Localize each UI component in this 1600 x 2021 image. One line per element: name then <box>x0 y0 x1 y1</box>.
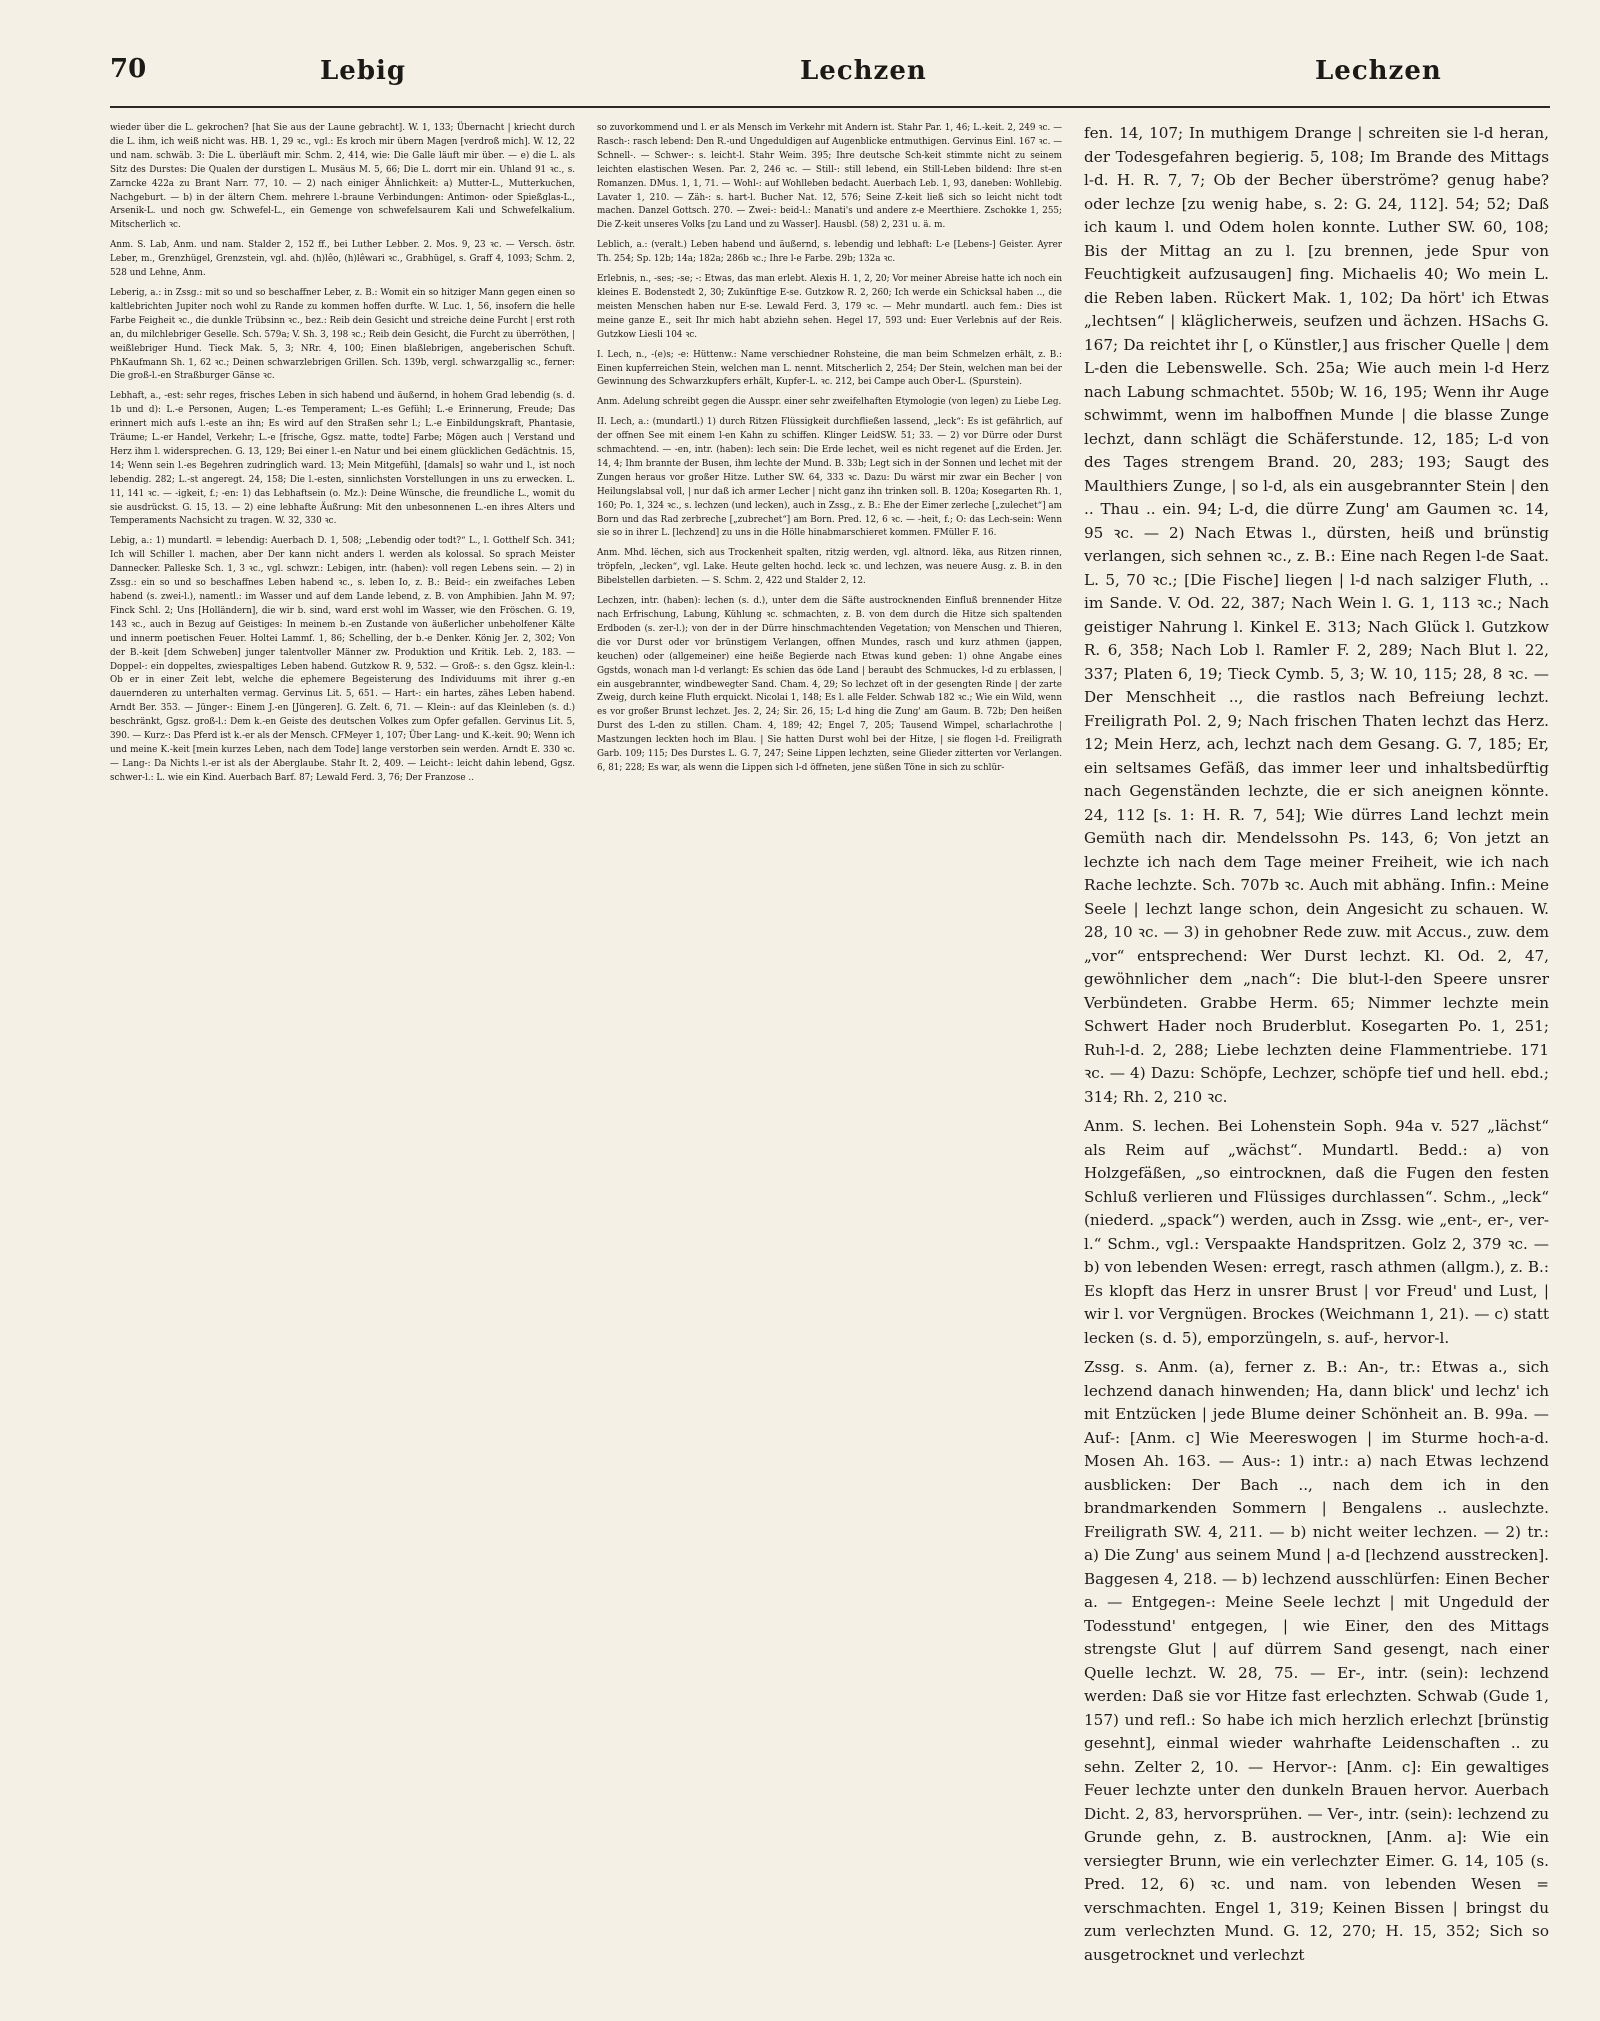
dictionary-entry: Lebhaft, a., -est: sehr reges, frisches Leben in sich habend und äußernd, in hohem Grad lebendig (s. d. 1b und d): L.-e Personen, Augen; L.-es Temperament; L.-es Gefühl; L.-e Erinnerung, Freude; Das erinnert mich aufs l.-este an ihn; Es wird auf den Straßen sehr l.; L.-e Einbildungskraft, Phantasie, Träume; L.-er Handel, Verkehr; L.-e [frische, Ggsz. matte, todte] Farbe; Mögen auch | Verstand und Herz ihm l. widersprechen. G. 13, 129; Bei einer l.-en Natur und bei einem glücklichen Gedächtnis. 15, 14; Wenn sein l.-es Begehren zudringlich ward. 13; Mein Mitgefühl, [damals] so wahr und l., ist noch lebendig. 282; L.-st angeregt. 24, 158; Die l.-esten, sinnlichsten Vorstellungen in uns zu erwecken. L. 11, 141 ꝛc. — -igkeit, f.; -en: 1) das Lebhaftsein (o. Mz.): Deine Wünsche, die freundliche L., womit du sie ausdrückst. G. 15, 13. — 2) eine lebhafte Äußrung: Mit den unbesonnenen L.-en ihres Alters und Temperaments Nachsicht zu tragen. W. 32, 330 ꝛc. <box>110 391 575 527</box>
column-middle <box>597 122 1062 1973</box>
text-columns <box>110 122 1550 1973</box>
dictionary-entry: Anm. S. Lab, Anm. und nam. Stalder 2, 152 ff., bei Luther Lebber. 2. Mos. 9, 23 ꝛc. — Versch. östr. Leber, m., Grenzhügel, Grenzstein, vgl. ahd. (h)lêo, (h)lêwari ꝛc., Grabhügel, s. Graff 4, 1093; Schm. 2, 528 und Lehne, Anm. <box>110 240 575 279</box>
dictionary-entry: II. Lech, a.: (mundartl.) 1) durch Ritzen Flüssigkeit durchfließen lassend, „leck“: Es ist gefährlich, auf der offnen See mit einem l-en Kahn zu schiffen. Klinger LeidSW. 51; 33. — 2) vor Dürre oder Durst schmachtend. — -en, intr. (haben): lech sein: Die Erde lechet, weil es nicht regenet auf die Erden. Jer. 14, 4; Ihm brannte der Busen, ihm lechte der Mund. B. 33b; Legt sich in der Sonnen und lechet mit der Zungen heraus vor großer Hitze. Luther SW. 64, 333 ꝛc. Dazu: Du wärst mir zwar ein Becher | von Heilungslabsal voll, | nur daß ich armer Lecher | nicht ganz ihn trinken soll. B. 120a; Kosegarten Rh. 1, 160; Po. 1, 324 ꝛc., s. lechzen (und lecken), auch in Zssg., z. B.: Ehe der Eimer zerleche [„zulechet“] am Born und das Rad zerbreche [„zubrechet“] am Born. Pred. 12, 6 ꝛc. — -heit, f.; O: das Lech-sein: Wenn sie so in ihrer L. [lechzend] zu uns in die Hölle hinabmarschieret kommen. FMüller F. 16. <box>597 417 1062 539</box>
dictionary-entry: Erlebnis, n., -ses; -se; -: Etwas, das man erlebt. Alexis H. 1, 2, 20; Vor meiner Abreise hatte ich noch ein kleines E. Bodenstedt 2, 30; Zukünftige E-se. Gutzkow R. 2, 260; Ich werde ein Schicksal haben .., die meisten Menschen haben nur E-se. Lewald Ferd. 3, 179 ꝛc. — Mehr mundartl. auch fem.: Dies ist meine ganze E., seit Ihr mich habt abziehn sehen. Hegel 17, 593 und: Euer Verlebnis auf der Reis. Gutzkow Liesli 104 ꝛc. <box>597 274 1062 340</box>
page-number: 70 <box>110 54 147 84</box>
running-headword-left: Lebig <box>320 56 407 86</box>
dictionary-entry: Lebig, a.: 1) mundartl. = lebendig: Auerbach D. 1, 508; „Lebendig oder todt?“ L., l. Gotthelf Sch. 341; Ich will Schiller l. machen, aber Der kann nicht anders l. werden als kolossal. So sprach Meister Dannecker. Palleske Sch. 1, 3 ꝛc., vgl. schwzr.: Lebigen, intr. (haben): voll regen Lebens sein. — 2) in Zssg.: ein so und so beschaffnes Leben habend ꝛc., s. leben Io, z. B.: Beid-: ein zweifaches Leben habend (s. zwei-l.), namentl.: im Wasser und auf dem Lande lebend, z. B. von Amphibien. Jahn M. 97; Finck Schl. 2; Uns [Holländern], die wir b. sind, ward erst wohl im Wasser, wie den Fröschen. G. 19, 143 ꝛc., auch in Bezug auf Geistiges: In meinem b.-en Zustande von äußerlicher unbeholfener Kälte und innerm poetischen Feuer. Holtei Lammf. 1, 86; Schelling, der b.-e Denker. König Jer. 2, 302; Von der B.-keit [dem Schweben] junger talentvoller Männer zw. Produktion und Kritik. Leb. 2, 183. — Doppel-: ein doppeltes, zwiespaltiges Leben habend. Gutzkow R. 9, 532. — Groß-: s. den Ggsz. klein-l.: Ob er in einer Zeit lebt, welche die ephemere Begeisterung des Individuums mit ihrer g.-en dauernderen zu unterhalten vermag. Gervinus Lit. 5, 651. — Hart-: ein hartes, zähes Leben habend. Arndt Ber. 353. — Jünger-: Einem J.-en [Jüngeren]. G. Zelt. 6, 71. — Klein-: auf das Kleinleben (s. d.) beschränkt, Ggsz. groß-l.: Dem k.-en Geiste des deutschen Volkes zum Opfer gefallen. Gervinus Lit. 5, 390. — Kurz-: Das Pferd ist k.-er als der Mensch. CFMeyer 1, 107; Über Lang- und K.-keit. 90; Wenn ich und meine K.-keit [mein kurzes Leben, nach dem Tode] lange verstorben sein werden. Arndt E. 330 ꝛc. — Lang-: Da Nichts l.-er ist als der Aberglaube. Stahr It. 2, 409. — Leicht-: leicht dahin lebend, Ggsz. schwer-l.: L. wie ein Kind. Auerbach Barf. 87; Lewald Ferd. 3, 76; Der Franzose .. <box>110 536 575 783</box>
dictionary-entry: Leberig, a.: in Zssg.: mit so und so beschaffner Leber, z. B.: Womit ein so hitziger Mann gegen einen so kaltlebrichten Jupiter noch wohl zu Rande zu kommen hoffen durfte. W. Luc. 1, 56, insofern die helle Farbe Feigheit ꝛc., die dunkle Trübsinn ꝛc., bez.: Reib dein Gesicht und streiche deine Furcht | erst roth an, du milchlebriger Geselle. Sch. 579a; V. Sh. 3, 198 ꝛc.; Reib dein Gesicht, die Furcht zu überröthen, | weißlebriger Hund. Tieck Mak. 5, 3; NRr. 4, 100; Einen blaßlebrigen, angeberischen Schuft. PhKaufmann Sh. 1, 62 ꝛc.; Deinen schwarzlebrigen Grillen. Sch. 139b, vergl. schwarzgallig ꝛc., ferner: Die groß-l.-en Straßburger Gänse ꝛc. <box>110 287 575 382</box>
dictionary-entry: wieder über die L. gekrochen? [hat Sie aus der Laune gebracht]. W. 1, 133; Übernacht | kriecht durch die L. ihm, ich weiß nicht was. HB. 1, 29 ꝛc., vgl.: Es kroch mir übern Magen [verdroß mich]. W. 12, 22 und nam. schwäb. 3: Die L. überläuft mir. Schm. 2, 414, wie: Die Galle läuft mir über. — e) die L. als Sitz des Durstes: Die Qualen der durstigen L. Musäus M. 5, 66; Die L. dorrt mir ein. Uhland 91 ꝛc., s. Zarncke 422a zu Brant Narr. 77, 10. — 2) nach einiger Ähnlichkeit: a) Mutter-L., Mutterkuchen, Nachgeburt. — b) in der ältern Chem. mehrere l.-braune Verbindungen: Antimon- oder Spießglas-L., Arsenik-L. und noch gw. Schwefel-L., ein Gemenge von schwefelsaurem Kali und Schwefelkalium. Mitscherlich ꝛc. <box>110 123 575 231</box>
dictionary-entry: Anm. Adelung schreibt gegen die Ausspr. einer sehr zweifelhaften Etymologie (von legen) zu Liebe Leg. <box>597 397 1062 408</box>
dictionary-entry: so zuvorkommend und l. er als Mensch im Verkehr mit Andern ist. Stahr Par. 1, 46; L.-keit. 2, 249 ꝛc. — Rasch-: rasch lebend: Den R.-und Ungeduldigen auf Augenblicke entmuthigen. Gervinus Einl. 167 ꝛc. — Schnell-. — Schwer-: s. leicht-l. Stahr Weim. 395; Ihre deutsche Sch-keit stimmte nicht zu seinem leichten elastischen Wesen. Par. 2, 246 ꝛc. — Still-: still lebend, ein Still-Leben bildend: Ihre st-en Romanzen. DMus. 1, 1, 71. — Wohl-: auf Wohlleben bedacht. Auerbach Leb. 1, 93, daneben: Wohllebig. Lavater 1, 210. — Zäh-: s. hart-l. Bucher Nat. 12, 576; Seine Z-keit ließ sich so leicht nicht todt machen. Danzel Gottsch. 270. — Zwei-: beid-l.: Manati's und andere z-e Meerthiere. Zschokke 1, 255; Die Z-keit unseres Volks [zu Land und zu Wasser]. Hausbl. (58) 2, 231 u. ä. m. <box>597 123 1062 231</box>
dictionary-entry: Anm. Mhd. lëchen, sich aus Trockenheit spalten, ritzig werden, vgl. altnord. lëka, aus Ritzen rinnen, tröpfeln, „lecken“, vgl. Lake. Heute gelten hochd. leck ꝛc. und lechzen, was neuere Ausg. z. B. in den Bibelstellen darbieten. — S. Schm. 2, 422 und Stalder 2, 12. <box>597 548 1062 587</box>
dictionary-entry: Lechzen, intr. (haben): lechen (s. d.), unter dem die Säfte austrocknenden Einfluß brennender Hitze nach Erfrischung, Labung, Kühlung ꝛc. schmachten, z. B. von dem durch die Hitze sich spaltenden Erdboden (s. zer-l.); von der in der Dürre hinschmachtenden Vegetation; von Menschen und Thieren, die vor Durst oder vor brünstigem Verlangen, offnen Mundes, rasch und kurz athmen (jappen, keuchen) oder (allgemeiner) eine heiße Begierde nach Etwas kund geben: 1) ohne Angabe eines Ggstds, wonach man l-d verlangt: Es schien das öde Land | beraubt des Schmuckes, l-d zu erblassen, | ein ausgebrannter, windbewegter Sand. Cham. 4, 29; So lechzet oft in der gesengten Rinde | der zarte Zweig, durch keine Fluth erquickt. Nicolai 1, 148; Es l. alle Felder. Schwab 182 ꝛc.; Wie ein Wild, wenn es vor großer Brunst lechzet. Jes. 2, 24; Sir. 26, 15; L-d hing die Zung' am Gaum. B. 72b; Den heißen Durst des L-den zu stillen. Cham. 4, 189; 42; Engel 7, 205; Tausend Wimpel, scharlachrothe | Mastzungen leckten hoch im Blau. | Sie hatten Durst wohl bei der Hitze, | sie flogen l-d. Freiligrath Garb. 109; 115; Des Durstes L. G. 7, 247; Seine Lippen lechzten, seine Glieder zitterten vor Verlangen. 6, 81; 228; Es war, als wenn die Lippen sich l-d öffneten, jene süßen Töne in sich zu schlür- <box>597 596 1062 773</box>
dictionary-entry: fen. 14, 107; In muthigem Drange | schreiten sie l-d heran, der Todesgefahren begierig. 5, 108; Im Brande des Mittags l-d. H. R. 7, 7; Ob der Becher überströme? genug habe? oder lechze [zu wenig habe, s. 2: G. 24, 112]. 54; 52; Daß ich kaum l. und Odem holen konnte. Luther SW. 60, 108; Bis der Mittag an zu l. [zu brennen, jede Spur von Feuchtigkeit aufzusaugen] fing. Michaelis 40; Wo mein L. die Reben laben. Rückert Mak. 1, 102; Da hört' ich Etwas „lechtsen“ | kläglicherweis, seufzen und ächzen. HSachs G. 167; Da reichtet ihr [, o Künstler,] aus frischer Quelle | dem L-den die Lebenswelle. Sch. 25a; Wie auch mein l-d Herz nach Labung schmachtet. 550b; W. 16, 195; Wenn ihr Auge schwimmt, wenn im halboffnen Munde | die blasse Zunge lechzt, dann schlägt die Schäferstunde. 12, 185; L-d von des Tages strengem Brand. 20, 283; 193; Saugt des Maulthiers Zunge, | so l-d, als ein ausgebrannter Stein | den .. Thau .. ein. 94; L-d, die dürre Zung' am Gaumen ꝛc. 14, 95 ꝛc. — 2) Nach Etwas l., dürsten, heiß und brünstig verlangen, sich sehnen ꝛc., z. B.: Eine nach Regen l-de Saat. L. 5, 70 ꝛc.; [Die Fische] liegen | l-d nach salziger Fluth, .. im Sande. V. Od. 22, 387; Nach Wein l. G. 1, 113 ꝛc.; Nach geistiger Nahrung l. Kinkel E. 313; Nach Glück l. Gutzkow R. 6, 358; Nach Lob l. Ramler F. 2, 289; Nach Blut l. 22, 337; Platen 6, 19; Tieck Cymb. 5, 3; W. 10, 115; 28, 8 ꝛc. — Der Menschheit .., die rastlos nach Befreiung lechzt. Freiligrath Pol. 2, 9; Nach frischen Thaten lechzt das Herz. 12; Mein Herz, ach, lechzt nach dem Gesang. G. 7, 185; Er, ein seltsames Gefäß, das immer leer und inhaltsbedürftig nach Gegenständen lechzte, die er sich aneignen könnte. 24, 112 [s. 1: H. R. 7, 54]; Wie dürres Land lechzt mein Gemüth nach dir. Mendelssohn Ps. 143, 6; Von jetzt an lechzte ich nach dem Tage meiner Freiheit, wie ich nach Rache lechzte. Sch. 707b ꝛc. Auch mit abhäng. Infin.: Meine Seele | lechzt lange schon, dein Angesicht zu schauen. W. 28, 10 ꝛc. — 3) in gehobner Rede zuw. mit Accus., zuw. dem „vor“ entsprechend: Wer Durst lechzt. Kl. Od. 2, 47, gewöhnlicher dem „nach“: Die blut-l-den Speere unsrer Verbündeten. Grabbe Herm. 65; Nimmer lechzte mein Schwert Hader noch Bruderblut. Kosegarten Po. 1, 251; Ruh-l-d. 2, 288; Liebe lechzten deine Flammentriebe. 171 ꝛc. — 4) Dazu: Schöpfe, Lechzer, schöpfe tief und hell. ebd.; 314; Rh. 2, 210 ꝛc. <box>1084 124 1549 1106</box>
dictionary-entry: Leblich, a.: (veralt.) Leben habend und äußernd, s. lebendig und lebhaft: L-e [Lebens-] Geister. Ayrer Th. 254; Sp. 12b; 14a; 182a; 286b ꝛc.; Ihre l-e Farbe. 29b; 132a ꝛc. <box>597 240 1062 265</box>
dictionary-entry: Anm. S. lechen. Bei Lohenstein Soph. 94a v. 527 „lächst“ als Reim auf „wächst“. Mundartl. Bedd.: a) von Holzgefäßen, „so eintrocknen, daß die Fugen den festen Schluß verlieren und Flüssiges durchlassen“. Schm., „leck“ (niederd. „spack“) werden, auch in Zssg. wie „ent-, er-, ver-l.“ Schm., vgl.: Verspaakte Handspritzen. Golz 2, 379 ꝛc. — b) von lebenden Wesen: erregt, rasch athmen (allgm.), z. B.: Es klopft das Herz in unsrer Brust | vor Freud' und Lust, | wir l. vor Vergnügen. Brockes (Weichmann 1, 21). — c) statt lecken (s. d. 5), emporzüngeln, s. auf-, hervor-l. <box>1084 1117 1549 1347</box>
page-header <box>110 48 1550 108</box>
running-headword-right: Lechzen <box>1315 56 1442 86</box>
column-left <box>110 122 575 1973</box>
dictionary-entry: I. Lech, n., -(e)s; -e: Hüttenw.: Name verschiedner Rohsteine, die man beim Schmelzen erhält, z. B.: Einen kupferreichen Stein, welchen man L. nennt. Mitscherlich 2, 254; Der Stein, welchen man bei der Gewinnung des Schwarzkupfers erhält, Kupfer-L. ꝛc. 212, bei Campe auch Ober-L. (Spurstein). <box>597 349 1062 388</box>
column-right <box>1084 122 1549 1973</box>
dictionary-entry: Zssg. s. Anm. (a), ferner z. B.: An-, tr.: Etwas a., sich lechzend danach hinwenden; Ha, dann blick' und lechz' ich mit Entzücken | jede Blume deiner Schönheit an. B. 99a. — Auf-: [Anm. c] Wie Meereswogen | im Sturme hoch-a-d. Mosen Ah. 163. — Aus-: 1) intr.: a) nach Etwas lechzend ausblicken: Der Bach .., nach dem ich in den brandmarkenden Sommern | Bengalens .. auslechzte. Freiligrath SW. 4, 211. — b) nicht weiter lechzen. — 2) tr.: a) Die Zung' aus seinem Mund | a-d [lechzend ausstrecken]. Baggesen 4, 218. — b) lechzend ausschlürfen: Einen Becher a. — Entgegen-: Meine Seele lechzt | mit Ungeduld der Todesstund' entgegen, | wie Einer, den des Mittags strengste Glut | auf dürrem Sand gesengt, nach einer Quelle lechzt. W. 28, 75. — Er-, intr. (sein): lechzend werden: Daß sie vor Hitze fast erlechzten. Schwab (Gude 1, 157) und refl.: So habe ich mich herzlich erlechzt [brünstig gesehnt], einmal wieder wahrhafte Leidenschaften .. zu sehn. Zelter 2, 10. — Hervor-: [Anm. c]: Ein gewaltiges Feuer lechzte unter den dunkeln Brauen hervor. Auerbach Dicht. 2, 83, hervorsprühen. — Ver-, intr. (sein): lechzend zu Grunde gehn, z. B. austrocknen, [Anm. a]: Wie ein versiegter Brunn, wie ein verlechzter Eimer. G. 14, 105 (s. Pred. 12, 6) ꝛc. und nam. von lebenden Wesen = verschmachten. Engel 1, 319; Keinen Bissen | bringst du zum verlechzten Mund. G. 12, 270; H. 15, 352; Sich so ausgetrocknet und verlechzt <box>1084 1358 1549 1964</box>
running-headword-middle: Lechzen <box>800 56 927 86</box>
